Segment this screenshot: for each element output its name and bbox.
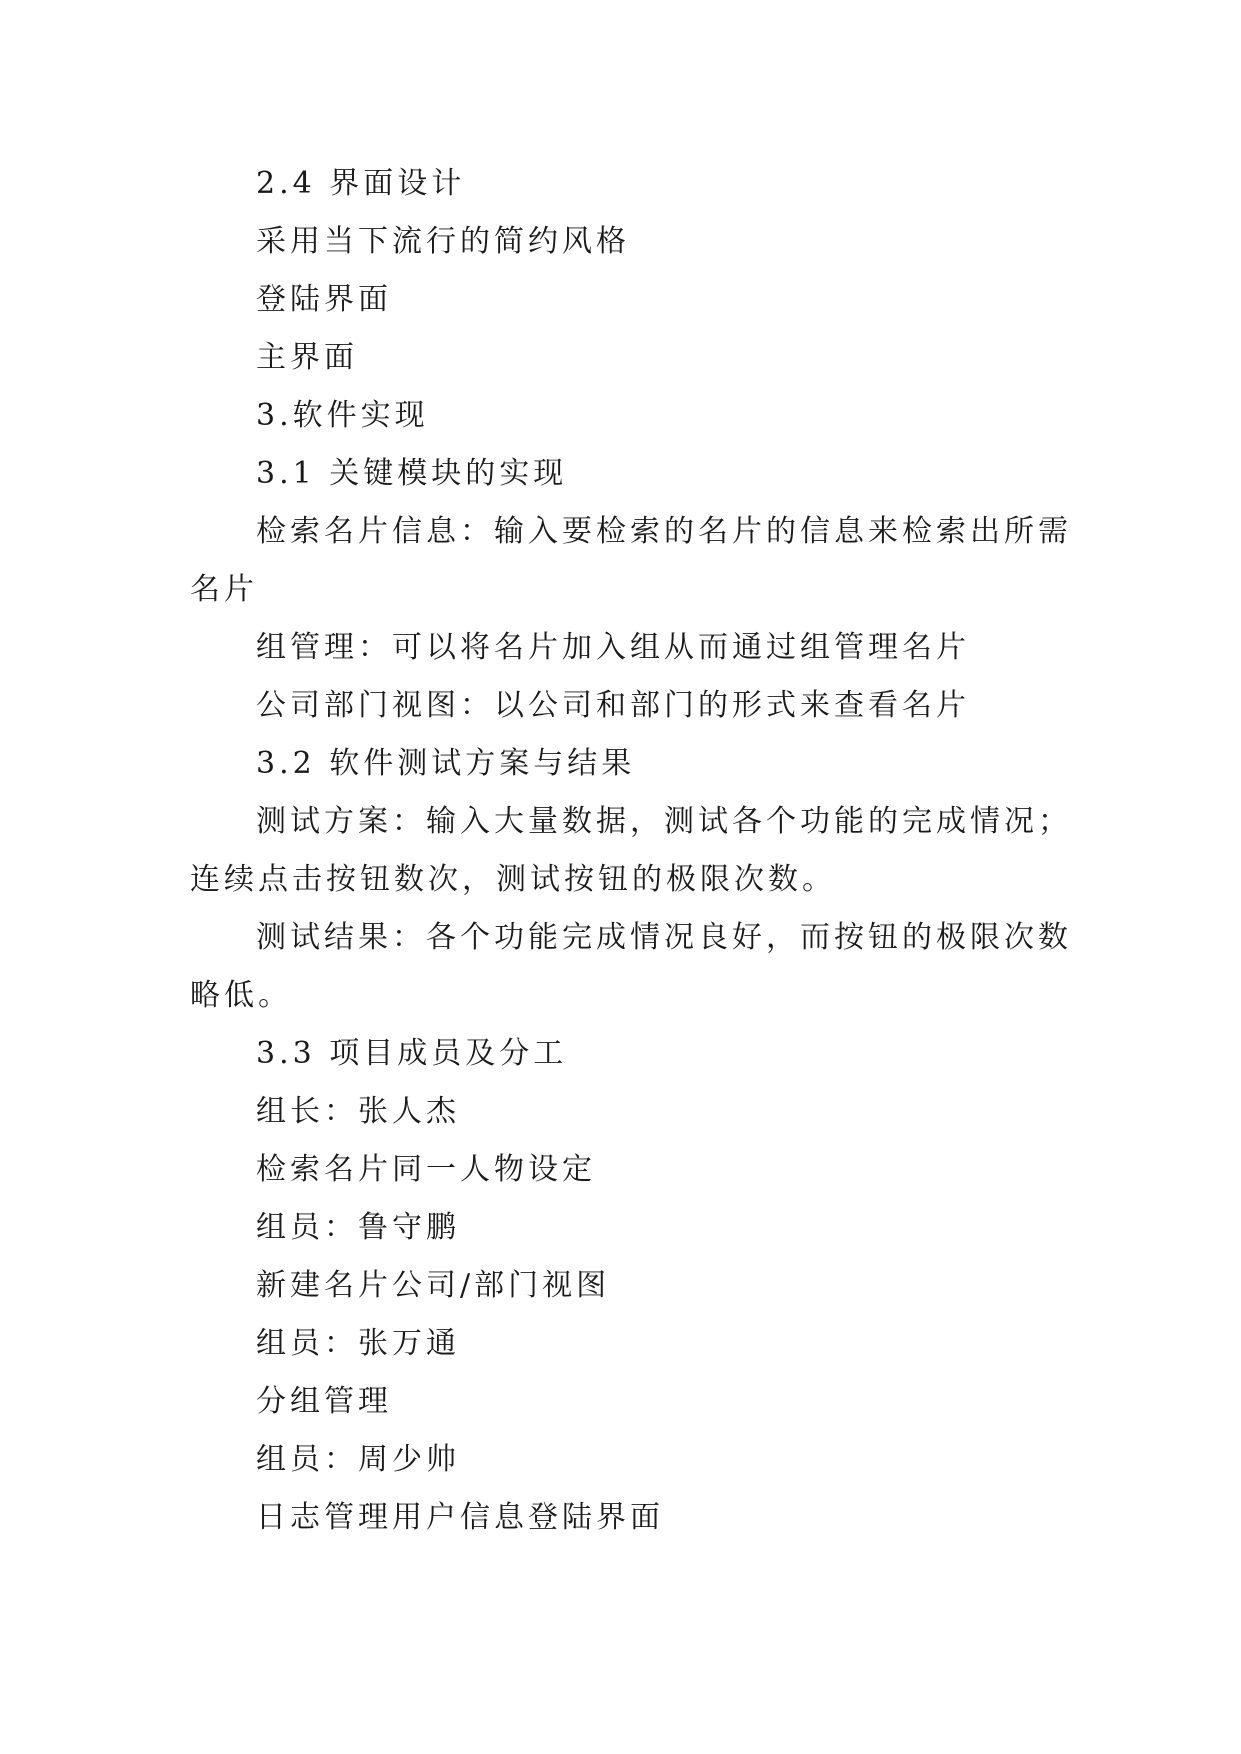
member-duty-line: 检索名片同一人物设定 (256, 1152, 596, 1187)
paragraph-continuation: 名片 (190, 572, 258, 607)
paragraph-line: 检索名片信息：输入要检索的名片的信息来检索出所需 (256, 514, 1072, 549)
section-heading-3-2: 3.2 软件测试方案与结果 (256, 746, 636, 781)
section-heading-3: 3.软件实现 (256, 398, 429, 433)
member-duty-line: 新建名片公司/部门视图 (256, 1268, 611, 1303)
paragraph-line: 采用当下流行的简约风格 (256, 224, 630, 259)
section-heading-3-3: 3.3 项目成员及分工 (256, 1036, 568, 1071)
paragraph-line: 登陆界面 (256, 282, 392, 317)
document-body (190, 155, 1072, 1547)
member-duty-line: 日志管理用户信息登陆界面 (256, 1500, 664, 1535)
member-line: 组员：鲁守鹏 (256, 1210, 460, 1245)
paragraph-line: 测试方案：输入大量数据，测试各个功能的完成情况； (256, 804, 1072, 839)
section-heading-3-1: 3.1 关键模块的实现 (256, 456, 568, 491)
paragraph-line: 测试结果：各个功能完成情况良好，而按钮的极限次数 (256, 920, 1072, 955)
paragraph-line: 公司部门视图：以公司和部门的形式来查看名片 (256, 688, 970, 723)
section-heading-2-4: 2.4 界面设计 (256, 166, 466, 201)
paragraph-continuation: 略低。 (190, 978, 292, 1013)
member-line: 组员：周少帅 (256, 1442, 460, 1477)
member-duty-line: 分组管理 (256, 1384, 392, 1419)
paragraph-continuation: 连续点击按钮数次，测试按钮的极限次数。 (190, 862, 836, 897)
paragraph-line: 组管理：可以将名片加入组从而通过组管理名片 (256, 630, 970, 665)
paragraph-line: 主界面 (256, 340, 358, 375)
member-line: 组员：张万通 (256, 1326, 460, 1361)
member-line: 组长：张人杰 (256, 1094, 460, 1129)
